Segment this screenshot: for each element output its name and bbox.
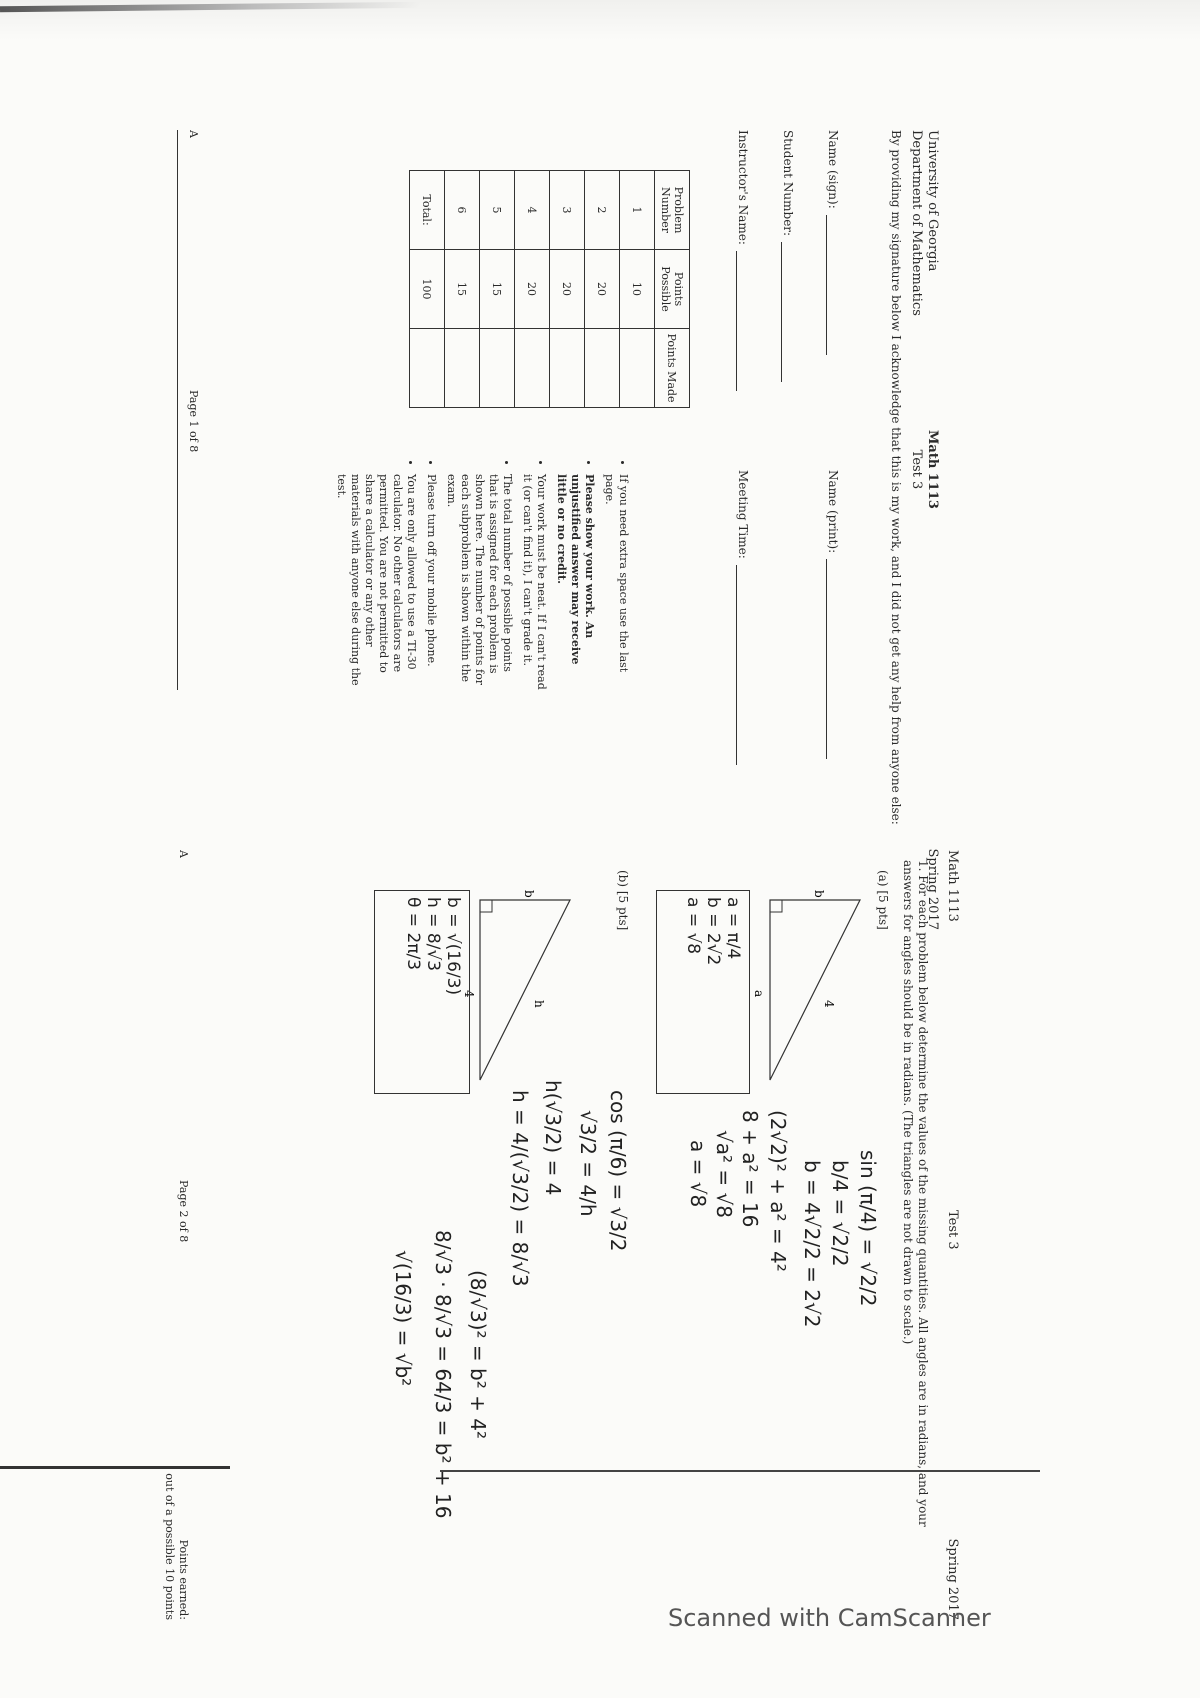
answer-line: a = π/4	[723, 897, 743, 960]
table-cell	[585, 329, 620, 408]
answer-line: a = √8	[683, 897, 703, 955]
rule-item: • The total number of possible points that is assigned for each problem is shown here. The number of points for each subproblem is shown within the exam.	[444, 474, 514, 690]
answer-line: b = 2√2	[703, 897, 723, 966]
side-h-label: h	[532, 1000, 546, 1008]
table-row	[515, 171, 550, 408]
rule-item: • Please show your work. An unjustified answer may receive little or no credit.	[554, 474, 596, 690]
footer-page: Page 1 of 8	[187, 390, 200, 453]
term-label: Spring 2017	[945, 1538, 960, 1620]
work-line: √a² = √8	[712, 1130, 736, 1218]
instructor-name-field[interactable]	[736, 130, 750, 391]
table-row	[585, 171, 620, 408]
scan-artifact-line	[440, 1470, 1040, 1472]
side-b-label: b	[522, 890, 536, 898]
table-cell: 15	[480, 250, 515, 329]
work-line: 8/√3 · 8/√3 = 64/3 = b² + 16	[431, 1230, 455, 1519]
table-cell: 3	[550, 171, 585, 250]
part-a-label: (a) [5 pts]	[876, 870, 890, 930]
test-title: Test 3	[909, 449, 924, 490]
meeting-time-label: Meeting Time:	[736, 470, 750, 559]
table-cell	[550, 329, 585, 408]
table-cell	[410, 329, 445, 408]
table-cell	[620, 329, 655, 408]
student-number-field[interactable]	[781, 130, 795, 382]
rule-item: • Your work must be neat. If I can't read it (or can't find it), I can't grade it.	[520, 474, 548, 690]
table-row	[445, 171, 480, 408]
table-cell	[445, 329, 480, 408]
exam-rules	[328, 460, 630, 690]
table-row	[480, 171, 515, 408]
table-cell: 4	[515, 171, 550, 250]
header-left	[908, 130, 940, 316]
table-header: Problem Number	[655, 171, 690, 250]
triangle-a-diagram	[752, 890, 870, 1090]
footer-page: Page 2 of 8	[177, 1180, 190, 1243]
test-title: Test 3	[945, 1210, 960, 1250]
acknowledgment-text: By providing my signature below I acknowledge that this is my work, and I did not get any help from anyone else:	[889, 130, 903, 825]
footer-letter: A	[187, 130, 200, 138]
score-table	[409, 170, 690, 408]
work-line: a = √8	[686, 1140, 710, 1208]
work-line: b/4 = √2/2	[828, 1160, 852, 1267]
work-line: sin (π/4) = √2/2	[856, 1150, 880, 1307]
table-cell	[515, 329, 550, 408]
work-line: √(16/3) = √b²	[391, 1250, 415, 1387]
answer-line: b = √(16/3)	[443, 897, 463, 996]
student-number-label: Student Number:	[781, 130, 795, 237]
rule-item: • You are only allowed to use a TI-30 calculator. No other calculators are permitted. You are not permitted to share a calculator or any other materials with anyone else during the test.	[334, 474, 418, 690]
table-cell	[480, 329, 515, 408]
work-line: b = 4√2/2 = 2√2	[800, 1160, 824, 1328]
table-cell: 20	[515, 250, 550, 329]
points-earned-label: Points earned:	[177, 1539, 190, 1620]
points-possible-label: out of a possible 10 points	[163, 1473, 176, 1620]
table-cell: 1	[620, 171, 655, 250]
scan-artifact-line	[0, 1466, 230, 1469]
name-sign-label: Name (sign):	[826, 130, 840, 209]
table-header: Points Made	[655, 329, 690, 408]
answer-line: h = 8/√3	[423, 897, 443, 972]
rule-item: • If you need extra space use the last page.	[602, 474, 630, 690]
header-center	[908, 430, 940, 509]
side-4-label: 4	[822, 1000, 836, 1008]
table-cell: 2	[585, 171, 620, 250]
work-line: h = 4/(√3/2) = 8/√3	[508, 1090, 532, 1287]
table-row	[550, 171, 585, 408]
table-cell: 20	[585, 250, 620, 329]
term-label: Spring 2017	[925, 848, 940, 930]
problem-intro: 1. For each problem below determine the values of the missing quantities. All angles are in radians, and your answers for angles should be in radians. (The triangles are not drawn to scale.)	[901, 860, 930, 1527]
table-row	[410, 171, 445, 408]
footer-letter: A	[177, 850, 190, 858]
table-row	[620, 171, 655, 408]
table-header: Points Possible	[655, 250, 690, 329]
university-name: University of Georgia	[925, 130, 940, 272]
department-name: Department of Mathematics	[909, 130, 924, 316]
rule-item: • Please turn off your mobile phone.	[424, 474, 438, 690]
answer-line: θ = 2π/3	[403, 897, 423, 971]
work-line: (2√2)² + a² = 4²	[766, 1110, 790, 1272]
work-line: cos (π/6) = √3/2	[606, 1090, 630, 1252]
course-title: Math 1113	[925, 430, 940, 509]
table-cell: 20	[550, 250, 585, 329]
part-a-answer-box	[656, 890, 750, 1094]
name-print-field[interactable]	[826, 470, 840, 759]
instructor-name-label: Instructor's Name:	[736, 130, 750, 245]
table-cell: 10	[620, 250, 655, 329]
camscanner-watermark: Scanned with CamScanner	[668, 1604, 991, 1632]
part-b-answer-box	[374, 890, 470, 1094]
name-print-label: Name (print):	[826, 470, 840, 554]
course-title: Math 1113	[945, 850, 960, 922]
part-b-label: (b) [5 pts]	[616, 870, 630, 931]
work-line: √3/2 = 4/h	[576, 1110, 600, 1217]
side-a-label: a	[752, 990, 766, 998]
table-cell: 15	[445, 250, 480, 329]
table-cell: Total:	[410, 171, 445, 250]
table-cell: 5	[480, 171, 515, 250]
triangle-b-diagram	[462, 890, 580, 1090]
exam-problem-page	[150, 850, 960, 1620]
table-cell: 100	[410, 250, 445, 329]
points-earned-block	[162, 1473, 190, 1620]
name-sign-field[interactable]	[826, 130, 840, 355]
meeting-time-field[interactable]	[736, 470, 750, 765]
work-line: 8 + a² = 16	[738, 1110, 762, 1228]
scan-edge	[0, 0, 1200, 40]
side-b-label: b	[812, 890, 826, 898]
work-line: h(√3/2) = 4	[541, 1080, 565, 1196]
work-line: (8/√3)² = b² + 4²	[466, 1270, 490, 1439]
side-4-label: 4	[462, 990, 476, 998]
table-header-row	[655, 171, 690, 408]
table-cell: 6	[445, 171, 480, 250]
